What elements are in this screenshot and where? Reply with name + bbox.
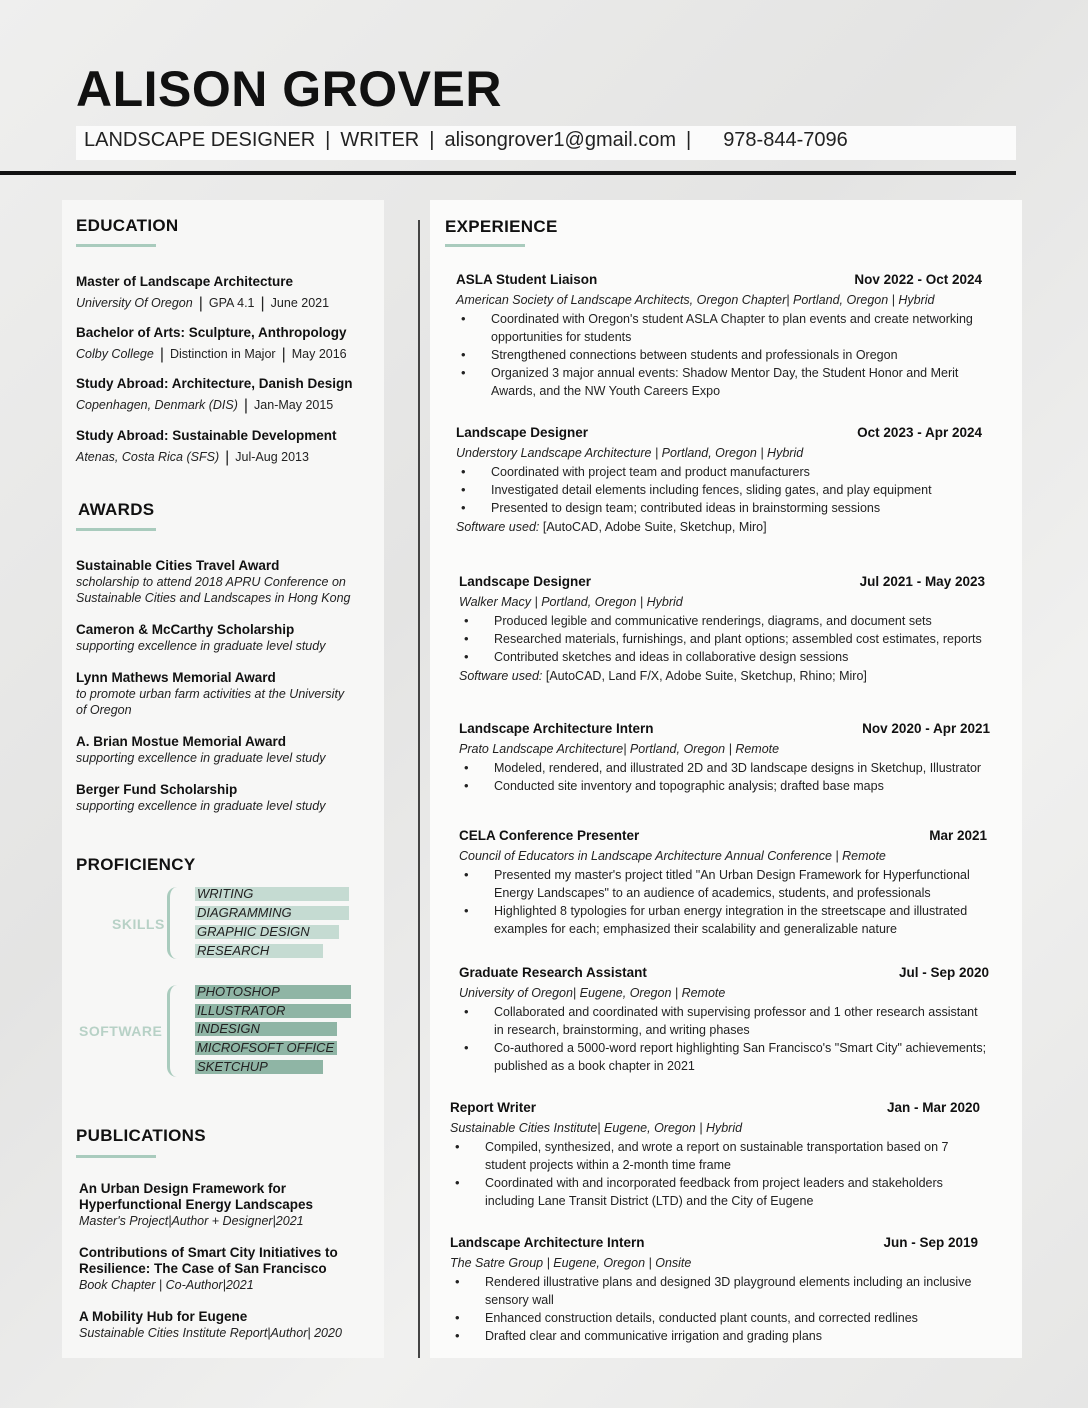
- award-item: [76, 557, 376, 606]
- job-entry: [450, 1235, 978, 1345]
- job-entry: [456, 425, 982, 536]
- job-bullet: • Organized 3 major annual events: Shadow Mentor Day, the Student Honor and Merit Awards, and the NW Youth Careers Expo: [456, 364, 982, 400]
- skill-bar: GRAPHIC DESIGN: [195, 925, 339, 939]
- education-item: [76, 324, 376, 363]
- separator: |: [429, 129, 435, 151]
- job-title: Landscape Architecture Intern: [450, 1235, 645, 1250]
- job-org: Prato Landscape Architecture| Portland, Oregon | Remote: [459, 742, 780, 756]
- publication-detail: Sustainable Cities Institute Report|Author| 2020: [79, 1326, 342, 1340]
- software-used: Software used: [AutoCAD, Adobe Suite, Sketchup, Miro]: [456, 520, 767, 534]
- degree: Bachelor of Arts: Sculpture, Anthropology: [76, 325, 347, 340]
- job-bullet: • Collaborated and coordinated with supervising professor and 1 other research assistant in research, brainstorming, and writing phases: [459, 1003, 989, 1039]
- job-title: Graduate Research Assistant: [459, 965, 647, 980]
- degree: Study Abroad: Sustainable Development: [76, 428, 337, 443]
- skill-bar: RESEARCH: [195, 944, 323, 958]
- job-bullet: • Conducted site inventory and topographic analysis; drafted base maps: [459, 777, 990, 795]
- phone[interactable]: 978-844-7096: [723, 129, 848, 151]
- job-entry: [459, 828, 987, 938]
- publication-title: Hyperfunctional Energy Landscapes: [79, 1197, 314, 1212]
- award-desc: to promote urban farm activities at the University: [76, 687, 345, 701]
- award-desc: supporting excellence in graduate level study: [76, 639, 326, 653]
- software-bar: PHOTOSHOP: [195, 985, 351, 999]
- award-item: [76, 669, 376, 718]
- job-bullet: • Coordinated with project team and product manufacturers: [456, 463, 982, 481]
- education-item: [76, 273, 376, 312]
- job-org: Council of Educators in Landscape Architecture Annual Conference | Remote: [459, 849, 886, 863]
- job-org: American Society of Landscape Architects, Oregon Chapter| Portland, Oregon | Hybrid: [456, 293, 935, 307]
- job-org: The Satre Group | Eugene, Oregon | Onsite: [450, 1256, 692, 1270]
- job-title: CELA Conference Presenter: [459, 828, 640, 843]
- job-bullet: • Investigated detail elements including fences, sliding gates, and play equipment: [456, 481, 982, 499]
- publication-title: Resilience: The Case of San Francisco: [79, 1261, 327, 1276]
- role-writer: WRITER: [340, 129, 420, 151]
- experience-accent: [445, 244, 525, 247]
- job-entry: [459, 721, 990, 795]
- publication-title: A Mobility Hub for Eugene: [79, 1309, 248, 1324]
- job-date: Oct 2023 - Apr 2024: [857, 425, 982, 440]
- job-bullet: • Enhanced construction details, conducted plant counts, and corrected redlines: [450, 1309, 978, 1327]
- software-label: SOFTWARE: [79, 1023, 163, 1039]
- job-bullet: • Rendered illustrative plans and designed 3D playground elements including an inclusive sensory wall: [450, 1273, 978, 1309]
- job-bullet: • Produced legible and communicative renderings, diagrams, and document sets: [459, 612, 985, 630]
- award-desc: scholarship to attend 2018 APRU Conference on: [76, 575, 346, 589]
- job-date: Nov 2022 - Oct 2024: [854, 272, 982, 287]
- education-heading: EDUCATION: [76, 216, 179, 235]
- separator: |: [325, 129, 331, 151]
- job-bullet: • Researched materials, furnishings, and plant options; assembled cost estimates, reports: [459, 630, 985, 648]
- job-org: Sustainable Cities Institute| Eugene, Oregon | Hybrid: [450, 1121, 743, 1135]
- awards-accent: [76, 528, 156, 531]
- award-desc: Sustainable Cities and Landscapes in Hong Kong: [76, 591, 351, 605]
- education-detail: Colby College | Distinction in Major | May 2016: [76, 346, 347, 363]
- job-title: Landscape Designer: [459, 574, 592, 589]
- publication-item: [79, 1309, 379, 1341]
- job-bullet: • Highlighted 8 typologies for urban energy integration in the streetscape and illustrated examples for each; emphasized their scalability and generalizable nature: [459, 902, 987, 938]
- job-org: Walker Macy | Portland, Oregon | Hybrid: [459, 595, 683, 609]
- award-name: Lynn Mathews Memorial Award: [76, 670, 276, 685]
- proficiency-heading: PROFICIENCY: [76, 855, 196, 874]
- software-bar: SKETCHUP: [195, 1060, 323, 1074]
- education-item: [76, 375, 376, 414]
- award-item: [76, 733, 376, 766]
- publications-heading: PUBLICATIONS: [76, 1126, 206, 1145]
- job-date: Jul - Sep 2020: [898, 965, 989, 980]
- job-date: Jun - Sep 2019: [883, 1235, 978, 1250]
- skill-bar: DIAGRAMMING: [195, 906, 349, 920]
- skill-bar: WRITING: [195, 887, 349, 901]
- separator: |: [685, 129, 692, 151]
- job-date: Mar 2021: [929, 828, 987, 843]
- column-divider: [418, 220, 420, 1358]
- experience-heading: EXPERIENCE: [445, 217, 558, 236]
- award-name: Cameron & McCarthy Scholarship: [76, 622, 295, 637]
- skills-label: SKILLS: [112, 916, 165, 932]
- candidate-name: ALISON GROVER: [76, 61, 502, 117]
- job-bullet: • Coordinated with and incorporated feedback from project leaders and stakeholders including Lane Transit District (LTD) and the City of Eugene: [450, 1174, 980, 1210]
- award-name: Sustainable Cities Travel Award: [76, 558, 280, 573]
- software-used: Software used: [AutoCAD, Land F/X, Adobe Suite, Sketchup, Rhino; Miro]: [459, 669, 867, 683]
- education-detail: Atenas, Costa Rica (SFS) | Jul-Aug 2013: [76, 449, 309, 466]
- job-title: Landscape Architecture Intern: [459, 721, 654, 736]
- job-title: Report Writer: [450, 1100, 537, 1115]
- education-detail: Copenhagen, Denmark (DIS) | Jan-May 2015: [76, 397, 334, 414]
- degree: Study Abroad: Architecture, Danish Design: [76, 376, 353, 391]
- software-brace: [167, 985, 182, 1077]
- award-name: Berger Fund Scholarship: [76, 782, 238, 797]
- award-desc: of Oregon: [76, 703, 132, 717]
- role-landscape-designer: LANDSCAPE DESIGNER: [84, 129, 316, 151]
- education-accent: [76, 244, 156, 247]
- job-entry: [459, 965, 989, 1075]
- publication-title: Contributions of Smart City Initiatives to: [79, 1245, 338, 1260]
- job-bullet: • Presented my master's project titled "An Urban Design Framework for Hyperfunctional Energy Landscapes" to an audience of academics, students, and professionals: [459, 866, 987, 902]
- job-bullet: • Presented to design team; contributed ideas in brainstorming sessions: [456, 499, 982, 517]
- award-item: [76, 621, 376, 654]
- job-org: Understory Landscape Architecture | Portland, Oregon | Hybrid: [456, 446, 804, 460]
- email[interactable]: alisongrover1@gmail.com: [444, 129, 676, 151]
- education-item: [76, 427, 376, 466]
- software-bar: MICROFSOFT OFFICE: [195, 1041, 337, 1055]
- job-bullet: • Compiled, synthesized, and wrote a report on sustainable transportation based on 7 student projects within a 2-month time frame: [450, 1138, 980, 1174]
- job-bullet: • Modeled, rendered, and illustrated 2D and 3D landscape designs in Sketchup, Illustrator: [459, 759, 990, 777]
- publication-item: [79, 1245, 379, 1293]
- publication-detail: Book Chapter | Co-Author|2021: [79, 1278, 254, 1292]
- award-item: [76, 781, 376, 814]
- award-name: A. Brian Mostue Memorial Award: [76, 734, 287, 749]
- job-title: Landscape Designer: [456, 425, 589, 440]
- awards-heading: AWARDS: [78, 500, 155, 519]
- publication-item: [79, 1181, 379, 1229]
- education-detail: University Of Oregon | GPA 4.1 | June 2021: [76, 295, 330, 312]
- job-bullet: • Co-authored a 5000-word report highlighting San Francisco's "Smart City" achievements; published as a book chapter in 2021: [459, 1039, 989, 1075]
- job-entry: [459, 574, 985, 685]
- job-bullet: • Coordinated with Oregon's student ASLA Chapter to plan events and create networking opportunities for students: [456, 310, 982, 346]
- header-rule: [0, 171, 1016, 175]
- job-bullet: • Drafted clear and communicative irrigation and grading plans: [450, 1327, 978, 1345]
- software-bar: ILLUSTRATOR: [195, 1004, 351, 1018]
- degree: Master of Landscape Architecture: [76, 274, 294, 289]
- job-title: ASLA Student Liaison: [456, 272, 598, 287]
- job-date: Nov 2020 - Apr 2021: [862, 721, 990, 736]
- job-bullet: • Strengthened connections between students and professionals in Oregon: [456, 346, 982, 364]
- publication-detail: Master's Project|Author + Designer|2021: [79, 1214, 304, 1228]
- publications-accent: [76, 1155, 156, 1158]
- job-entry: [450, 1100, 980, 1210]
- skills-brace: [167, 887, 182, 959]
- job-org: University of Oregon| Eugene, Oregon | Remote: [459, 986, 726, 1000]
- job-entry: [456, 272, 982, 400]
- award-desc: supporting excellence in graduate level study: [76, 751, 326, 765]
- job-bullet: • Contributed sketches and ideas in collaborative design sessions: [459, 648, 985, 666]
- award-desc: supporting excellence in graduate level study: [76, 799, 326, 813]
- job-date: Jul 2021 - May 2023: [859, 574, 985, 589]
- subtitle-line: [84, 129, 848, 152]
- publication-title: An Urban Design Framework for: [79, 1181, 287, 1196]
- software-bar: INDESIGN: [195, 1022, 337, 1036]
- job-date: Jan - Mar 2020: [886, 1100, 980, 1115]
